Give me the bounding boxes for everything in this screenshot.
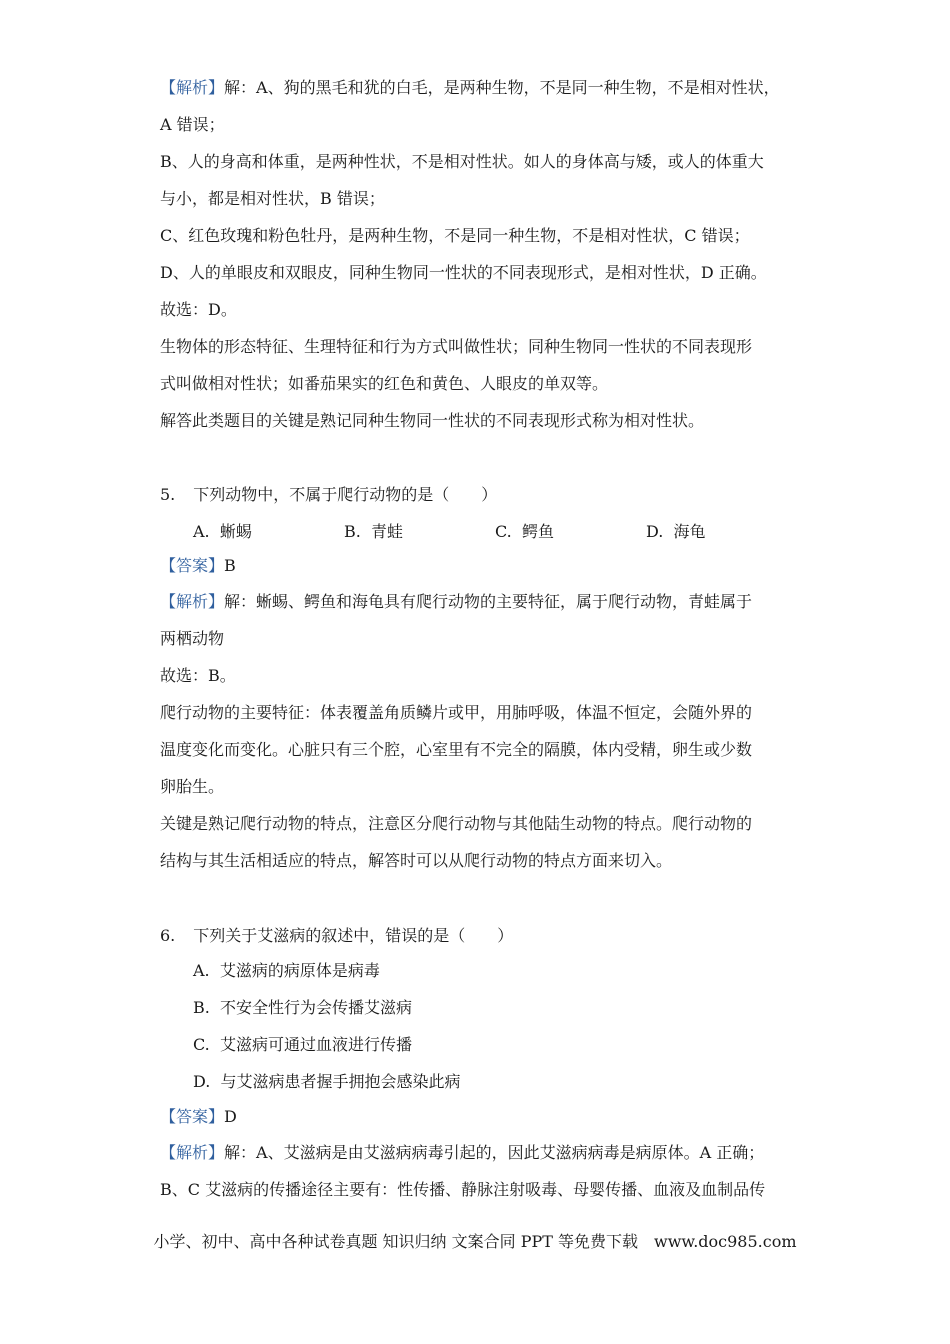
- q6-answer: D: [224, 1107, 237, 1126]
- q4-analysis-line-1: [160, 78, 780, 98]
- q5-option-c: [495, 522, 554, 542]
- q5-option-a: [193, 522, 252, 542]
- analysis-tag: 【解析】: [160, 78, 225, 97]
- option-letter: D.: [193, 1072, 211, 1091]
- option-letter: B.: [193, 998, 210, 1017]
- q5-analysis-line-1: [160, 592, 752, 612]
- answer-tag: 【答案】: [160, 1107, 225, 1126]
- analysis-tag: 【解析】: [160, 592, 225, 611]
- option-text: 蜥蜴: [219, 522, 252, 541]
- option-letter: B.: [344, 522, 361, 541]
- option-text: 鳄鱼: [521, 522, 554, 541]
- q6-stem-line: [160, 926, 513, 946]
- q5-answer: B: [224, 556, 236, 575]
- q5-analysis-line-3: 故选：B。: [160, 666, 236, 685]
- q5-analysis-line-7: 关键是熟记爬行动物的特点，注意区分爬行动物与其他陆生动物的特点。爬行动物的: [160, 814, 753, 833]
- option-letter: C.: [495, 522, 512, 541]
- option-letter: D.: [646, 522, 664, 541]
- q4-analysis-text: 解：A、狗的黑毛和犹的白毛，是两种生物，不是同一种生物，不是相对性状，: [224, 78, 780, 97]
- q4-analysis-line-4: 与小，都是相对性状，B 错误；: [160, 189, 385, 208]
- q5-analysis-line-2: 两栖动物: [160, 629, 225, 648]
- q6-option-c: [193, 1035, 412, 1055]
- q6-option-d: [193, 1072, 461, 1092]
- q6-number: 6.: [160, 926, 176, 945]
- q5-analysis-line-5: 温度变化而变化。心脏只有三个腔，心室里有不完全的隔膜，体内受精，卵生或少数: [160, 740, 753, 759]
- q6-stem: 下列关于艾滋病的叙述中，错误的是（ ）: [193, 926, 514, 945]
- q5-stem-line: [160, 485, 497, 505]
- q6-analysis-line-1: [160, 1143, 764, 1163]
- option-letter: A.: [193, 961, 210, 980]
- q4-analysis-line-9: 式叫做相对性状；如番茄果实的红色和黄色、人眼皮的单双等。: [160, 374, 609, 393]
- q4-analysis-line-10: 解答此类题目的关键是熟记同种生物同一性状的不同表现形式称为相对性状。: [160, 411, 705, 430]
- q4-analysis-line-6: D、人的单眼皮和双眼皮，同种生物同一性状的不同表现形式，是相对性状，D 正确。: [160, 263, 767, 282]
- q5-option-d: [646, 522, 706, 542]
- q5-analysis-line-4: 爬行动物的主要特征：体表覆盖角质鳞片或甲，用肺呼吸，体温不恒定，会随外界的: [160, 703, 753, 722]
- analysis-tag: 【解析】: [160, 1143, 225, 1162]
- q5-analysis-text: 解：蜥蜴、鳄鱼和海龟具有爬行动物的主要特征，属于爬行动物，青蛙属于: [224, 592, 753, 611]
- q4-analysis-line-7: 故选：D。: [160, 300, 237, 319]
- q4-analysis-line-8: 生物体的形态特征、生理特征和行为方式叫做性状；同种生物同一性状的不同表现形: [160, 337, 753, 356]
- option-letter: C.: [193, 1035, 210, 1054]
- q5-analysis-line-8: 结构与其生活相适应的特点，解答时可以从爬行动物的特点方面来切入。: [160, 851, 673, 870]
- q6-analysis-text: 解：A、艾滋病是由艾滋病病毒引起的，因此艾滋病病毒是病原体。A 正确；: [224, 1143, 765, 1162]
- q4-analysis-line-5: C、红色玫瑰和粉色牡丹，是两种生物，不是同一种生物，不是相对性状，C 错误；: [160, 226, 750, 245]
- q6-analysis-line-2: B、C 艾滋病的传播途径主要有：性传播、静脉注射吸毒、母婴传播、血液及血制品传: [160, 1180, 766, 1199]
- q5-number: 5.: [160, 485, 176, 504]
- q5-analysis-line-6: 卵胎生。: [160, 777, 225, 796]
- q6-answer-line: [160, 1107, 237, 1127]
- answer-tag: 【答案】: [160, 556, 225, 575]
- q4-analysis-line-3: B、人的身高和体重，是两种性状，不是相对性状。如人的身体高与矮，或人的体重大: [160, 152, 764, 171]
- option-text: 与艾滋病患者握手拥抱会感染此病: [220, 1072, 461, 1091]
- option-letter: A.: [193, 522, 210, 541]
- option-text: 海龟: [673, 522, 706, 541]
- q6-option-b: [193, 998, 412, 1018]
- q4-analysis-line-2: A 错误；: [160, 115, 225, 134]
- page-footer: 小学、初中、高中各种试卷真题 知识归纳 文案合同 PPT 等免费下载 www.doc985.com: [153, 1232, 797, 1251]
- q6-option-a: [193, 961, 380, 981]
- option-text: 青蛙: [371, 522, 404, 541]
- q5-stem: 下列动物中，不属于爬行动物的是（ ）: [193, 485, 498, 504]
- option-text: 艾滋病可通过血液进行传播: [219, 1035, 412, 1054]
- option-text: 艾滋病的病原体是病毒: [219, 961, 380, 980]
- q5-answer-line: [160, 556, 236, 576]
- q5-option-b: [344, 522, 403, 542]
- option-text: 不安全性行为会传播艾滋病: [220, 998, 413, 1017]
